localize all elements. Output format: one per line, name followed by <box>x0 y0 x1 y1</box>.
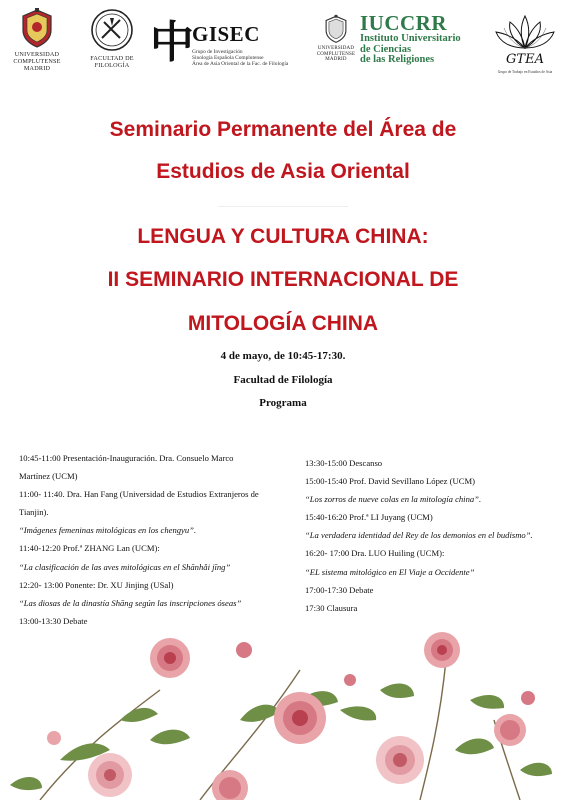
peony-blossom <box>494 714 526 746</box>
peony-illustration <box>0 610 566 800</box>
program-line: 17:00-17:30 Debate <box>305 584 374 595</box>
peony-blossom <box>150 638 190 678</box>
peony-blossom <box>424 632 460 668</box>
peony-blossom <box>376 736 424 784</box>
iuccrr-name: IUCCRR <box>360 11 447 35</box>
program-line: 16:20- 17:00 Dra. LUO Huiling (UCM): <box>305 548 445 559</box>
program-line: 17:30 Clausura <box>305 602 358 613</box>
program-line: “Los zorros de nueve colas en la mitología china”. <box>305 494 482 505</box>
filologia-emblem-icon <box>90 8 134 52</box>
program-line: 11:40-12:20 Prof.ª ZHANG Lan (UCM): <box>19 543 160 554</box>
program-line: 11:00- 11:40. Dra. Han Fang (Universidad de Estudios Extranjeros de <box>19 489 259 500</box>
peony-blossom <box>274 692 326 744</box>
lotus-icon <box>492 12 558 54</box>
gisec-name: GISEC <box>192 22 260 46</box>
program-line: 10:45-11:00 Presentación-Inauguración. Dra. Consuelo Marco <box>19 453 234 463</box>
gtea-subtitle: Grupo de Trabajo en Estudios de Asia <box>497 70 553 74</box>
gisec-hanzi: 中 <box>150 17 194 68</box>
program-line: 15:00-15:40 Prof. David Sevillano López (UCM) <box>305 476 475 487</box>
gtea-name: GTEA <box>506 52 544 67</box>
logo-header <box>0 0 566 100</box>
event-title-line: LENGUA Y CULTURA CHINA: <box>137 225 429 248</box>
ucm-logo <box>6 8 68 72</box>
ucm-small-caption-line: MADRID <box>325 57 347 63</box>
program-line: 12:20- 13:00 Ponente: Dr. XU Jinjing (USal) <box>19 579 174 590</box>
program-left-column <box>19 449 291 630</box>
title-divider <box>218 206 348 207</box>
program-heading: Programa <box>259 397 307 409</box>
iuccrr-logo <box>360 12 480 66</box>
ucm-small-crest-icon <box>324 14 348 44</box>
program-line: “La verdadera identidad del Rey de los demonios en el budismo”. <box>305 530 533 541</box>
program-line: Tianjin). <box>19 507 49 518</box>
program-line: “EL sistema mitológico en El Viaje a Occidente” <box>305 566 475 577</box>
gisec-logo <box>150 18 300 80</box>
ucm-caption-line: UNIVERSIDAD <box>14 51 60 58</box>
peony-blossoms <box>47 632 535 800</box>
ucm-small-caption-line: COMPLUTENSE <box>316 51 356 57</box>
program-line: 13:00-13:30 Debate <box>19 615 88 626</box>
ucm-crest-icon <box>20 8 54 48</box>
iuccrr-subtitle-line: de las Religiones <box>360 54 435 65</box>
seminar-title-line: Seminario Permanente del Área de <box>109 118 457 141</box>
peony-blossom <box>88 753 132 797</box>
gisec-subtitle-line: Área de Asia Oriental de la Fac. de Filología <box>192 61 289 67</box>
peony-blossom <box>212 770 248 800</box>
ucm-caption-line: COMPLUTENSE <box>13 58 61 65</box>
program-line: “Las diosas de la dinastía Shāng según las inscripciones óseas” <box>19 597 242 608</box>
ucm-caption-line: MADRID <box>23 65 51 72</box>
gisec-subtitle-line: Grupo de Investigación <box>192 49 243 55</box>
program-line: “La clasificación de las aves mitológicas en el Shānhǎi jīng” <box>19 561 231 572</box>
seminar-title-line: Estudios de Asia Oriental <box>156 160 410 183</box>
filologia-caption-line: FILOLOGÍA <box>94 62 130 69</box>
event-title-line: MITOLOGÍA CHINA <box>187 312 379 335</box>
ucm-small-caption-line: UNIVERSIDAD <box>317 46 355 51</box>
program-line: 15:40-16:20 Prof.ª LI Juyang (UCM) <box>305 512 433 523</box>
event-title-line: II SEMINARIO INTERNACIONAL DE <box>107 268 459 291</box>
gtea-logo <box>492 12 558 82</box>
event-venue: Facultad de Filología <box>233 374 333 386</box>
filologia-logo <box>82 8 142 69</box>
program-line: Martínez (UCM) <box>19 471 78 482</box>
iuccrr-subtitle-line: Instituto Universitario <box>360 33 461 44</box>
filologia-caption-line: FACULTAD DE <box>90 55 134 62</box>
iuccrr-subtitle-line: de Ciencias <box>360 43 412 55</box>
program-line: 13:30-15:00 Descanso <box>305 458 383 468</box>
gisec-subtitle-line: Sinología Española Complutense <box>192 55 264 61</box>
program-right-column <box>305 454 555 617</box>
event-date: 4 de mayo, de 10:45-17:30. <box>220 350 346 362</box>
ucm-small-logo <box>312 14 360 63</box>
program-line: “Imágenes femeninas mitológicas en los chengyu”. <box>19 525 197 536</box>
